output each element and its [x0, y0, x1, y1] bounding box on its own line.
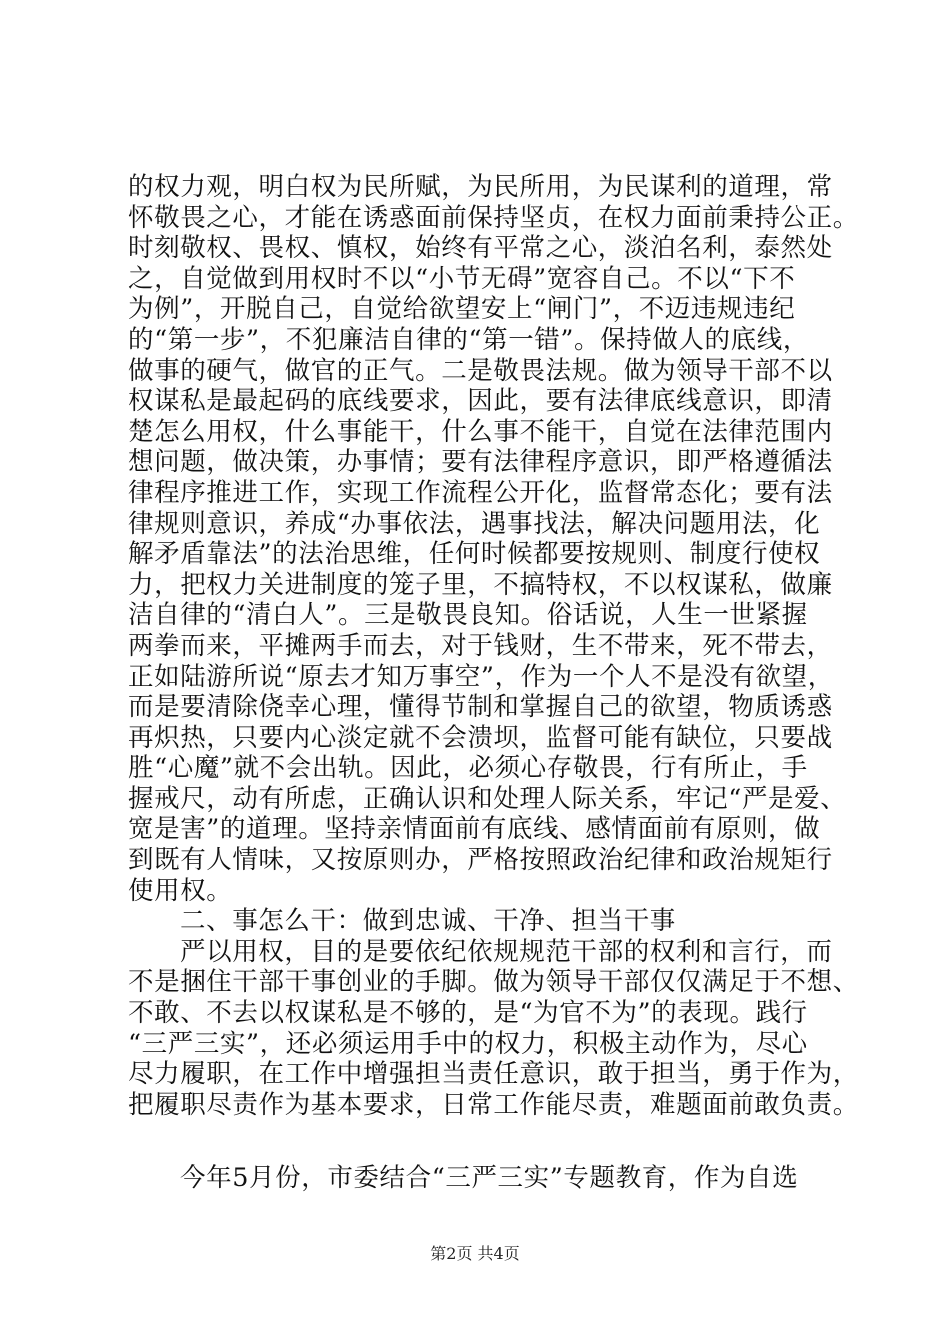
body-line: 使用权。	[128, 875, 233, 906]
body-line: 想问题，做决策，办事情；要有法律程序意识，即严格遵循法	[128, 447, 833, 478]
body-line: 握戒尺，动有所虑，正确认识和处理人际关系，牢记“严是爱、	[128, 783, 847, 814]
body-line: 力，把权力关进制度的笼子里，不搞特权，不以权谋私，做廉	[128, 569, 833, 600]
body-line: 楚怎么用权，什么事能干，什么事不能干，自觉在法律范围内	[128, 416, 833, 447]
body-line: 胜“心魔”就不会出轨。因此，必须心存敬畏，行有所止，手	[128, 753, 808, 784]
body-line: 两拳而来，平摊两手而去，对于钱财，生不带来，死不带去，	[128, 630, 833, 661]
body-line: 不是捆住干部干事创业的手脚。做为领导干部仅仅满足于不想、	[128, 967, 859, 998]
body-line: 为例”，开脱自己，自觉给欲望安上“闸门”，不迈违规违纪	[128, 294, 796, 325]
body-line: 洁自律的“清白人”。三是敬畏良知。俗话说，人生一世紧握	[128, 600, 808, 631]
body-line: 律程序推进工作，实现工作流程公开化，监督常态化；要有法	[128, 477, 833, 508]
body-line: 做事的硬气，做官的正气。二是敬畏法规。做为领导干部不以	[128, 355, 833, 386]
section-heading: 二、事怎么干：做到忠诚、干净、担当干事	[180, 906, 676, 937]
body-line: 宽是害”的道理。坚持亲情面前有底线、感情面前有原则，做	[128, 814, 821, 845]
body-line: 到既有人情味，又按原则办，严格按照政治纪律和政治规矩行	[128, 845, 833, 876]
body-line: 时刻敬权、畏权、慎权，始终有平常之心，淡泊名利，泰然处	[128, 233, 833, 264]
body-line: 正如陆游所说“原去才知万事空”，作为一个人不是没有欲望，	[128, 661, 834, 692]
paragraph-spacer	[128, 1120, 848, 1163]
body-line: 的权力观，明白权为民所赋，为民所用，为民谋利的道理，常	[128, 172, 833, 202]
body-line: 的“第一步”，不犯廉洁自律的“第一错”。保持做人的底线，	[128, 324, 809, 355]
body-line: 律规则意识，养成“办事依法，遇事找法，解决问题用法，化	[128, 508, 821, 539]
body-line: 而是要清除侥幸心理，懂得节制和掌握自己的欲望，物质诱惑	[128, 692, 833, 723]
body-line: 今年5月份，市委结合“三严三实”专题教育，作为自选	[180, 1163, 799, 1194]
body-line: 不敢、不去以权谋私是不够的，是“为官不为”的表现。践行	[128, 998, 808, 1029]
body-line: 怀敬畏之心，才能在诱惑面前保持坚贞，在权力面前秉持公正。	[128, 202, 859, 233]
body-line: 再炽热，只要内心淡定就不会溃坝，监督可能有缺位，只要战	[128, 722, 833, 753]
body-line: 之，自觉做到用权时不以“小节无碍”宽容自己。不以“下不	[128, 263, 796, 294]
document-body	[128, 172, 859, 1194]
body-line: 尽力履职，在工作中增强担当责任意识，敢于担当，勇于作为，	[128, 1059, 859, 1090]
body-line: “三严三实”，还必须运用手中的权力，积极主动作为，尽心	[128, 1028, 808, 1059]
body-line: 权谋私是最起码的底线要求，因此，要有法律底线意识，即清	[128, 386, 833, 417]
body-line: 解矛盾靠法”的法治思维，任何时候都要按规则、制度行使权	[128, 539, 821, 570]
body-line: 把履职尽责作为基本要求，日常工作能尽责，难题面前敢负责。	[128, 1089, 859, 1120]
body-line: 严以用权，目的是要依纪依规规范干部的权利和言行，而	[180, 936, 833, 967]
page-number-footer: 第2页 共4页	[430, 1244, 520, 1263]
